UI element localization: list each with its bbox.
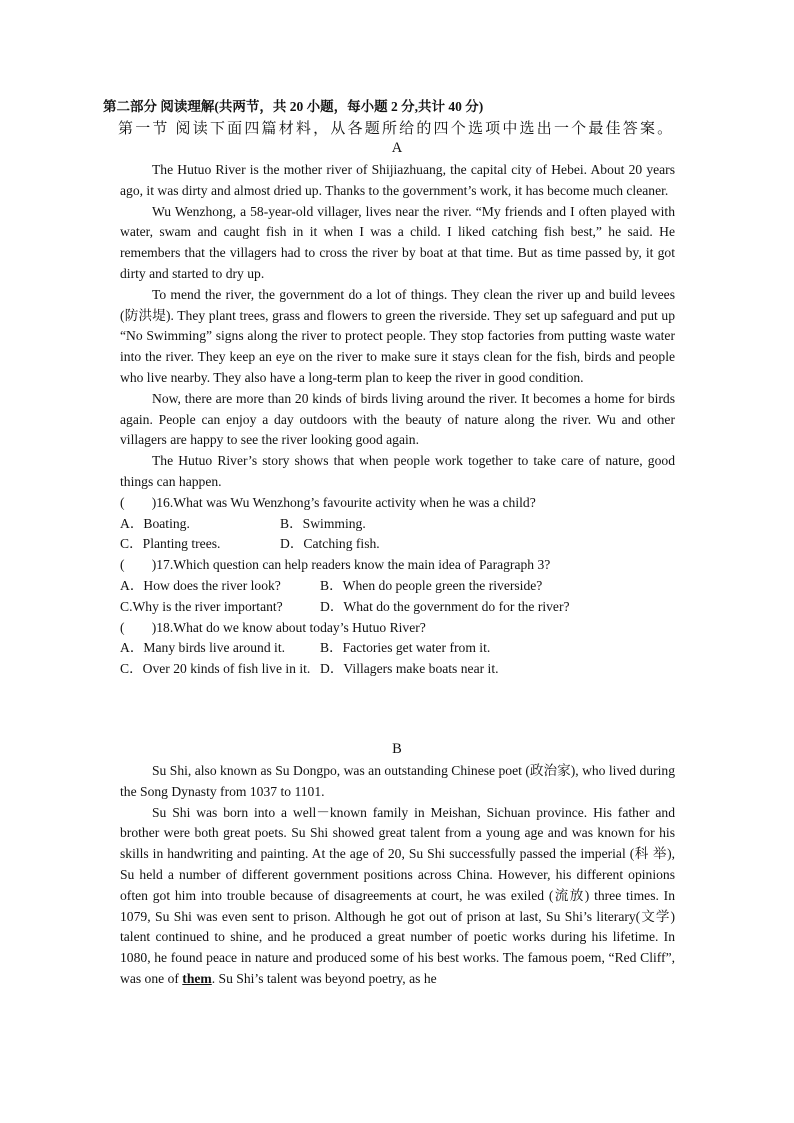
- option-d[interactable]: D．What do the government do for the river?: [320, 598, 570, 614]
- underlined-word: them: [182, 970, 212, 986]
- question-stem: ( )16.What was Wu Wenzhong’s favourite activity when he was a child?: [120, 494, 536, 510]
- option-d[interactable]: D．Villagers make boats near it.: [320, 661, 499, 677]
- option-row: [120, 638, 675, 659]
- option-row: [120, 576, 675, 597]
- option-row: [120, 659, 675, 680]
- passage-b-paragraph: [120, 803, 675, 990]
- question-16: [120, 493, 675, 555]
- passage-b: [120, 761, 675, 990]
- paragraph-text: . Su Shi’s talent was beyond poetry, as he: [211, 970, 437, 986]
- passage-a-letter: A: [391, 140, 403, 156]
- question-18: [120, 618, 675, 680]
- passage-b-paragraph: Su Shi, also known as Su Dongpo, was an outstanding Chinese poet (政治家), who lived during the Song Dynasty from 1037 to 1101.: [120, 763, 675, 799]
- paragraph-text: Su Shi was born into a well－known family in Meishan, Sichuan province. His father and brother were both great poets. Su Shi showed great talent from a young age and was known for his skills in handwriting and painting. At the age of 20, Su Shi successfully passed the imperial (科 举), Su held a number of different government positions across China. However, his different opinions often got him into trouble because of disagreements at court, he was exiled (流放) three times. In 1079, Su Shi was even sent to prison. Although he got out of prison at last, Su Shi’s literary(文学) talent continued to shine, and he produced a great number of poetic works during his lifetime. In 1080, he found peace in nature and produced some of his best works. The famous poem, “Red Cliff”, was one of: [120, 804, 675, 986]
- passage-a-paragraph: The Hutuo River’s story shows that when people work together to take care of nature, good things can happen.: [120, 453, 675, 489]
- option-a[interactable]: A．How does the river look?: [120, 577, 281, 593]
- passage-a-paragraph: Wu Wenzhong, a 58-year-old villager, lives near the river. “My friends and I often played with water, swam and caught fish in it when I was a child. I liked catching fish best,” he said. He remembers that the villagers had to cross the river by boat at that time. But as time passed by, it got dirty and started to dry up.: [120, 203, 675, 281]
- passage-a: [120, 160, 675, 680]
- section-instruction: 第一节 阅读下面四篇材料，从各题所给的四个选项中选出一个最佳答案。: [118, 121, 675, 137]
- option-c[interactable]: C．Planting trees.: [120, 536, 221, 552]
- option-b[interactable]: B．When do people green the riverside?: [320, 577, 543, 593]
- option-row: [120, 597, 675, 618]
- option-b[interactable]: B．Swimming.: [280, 515, 366, 531]
- passage-b-letter: B: [392, 741, 402, 757]
- option-row: [120, 514, 675, 535]
- passage-a-paragraph: The Hutuo River is the mother river of Shijiazhuang, the capital city of Hebei. About 20 years ago, it was dirty and almost dried up. Thanks to the government’s work, it has become much cleaner.: [120, 162, 675, 198]
- option-b[interactable]: B．Factories get water from it.: [320, 640, 491, 656]
- question-17: [120, 555, 675, 617]
- question-stem: ( )17.Which question can help readers know the main idea of Paragraph 3?: [120, 557, 551, 573]
- option-d[interactable]: D．Catching fish.: [280, 536, 380, 552]
- option-c[interactable]: C．Over 20 kinds of fish live in it.: [120, 661, 311, 677]
- option-row: [120, 534, 675, 555]
- question-stem: ( )18.What do we know about today’s Hutuo River?: [120, 619, 426, 635]
- passage-a-paragraph: Now, there are more than 20 kinds of birds living around the river. It becomes a home for birds again. People can enjoy a day outdoors with the beauty of nature along the river. Wu and other villagers are happy to see the river looking good again.: [120, 390, 675, 448]
- option-a[interactable]: A．Boating.: [120, 515, 190, 531]
- passage-a-paragraph: To mend the river, the government do a lot of things. They clean the river up and build levees (防洪堤). They plant trees, grass and flowers to green the riverside. They set up safeguard and put up “No Swimming” signs along the river to protect people. They stop factories from putting waste water into the river. They keep an eye on the river to make sure it stays clean for the fish, birds and people who live nearby. They also have a long-term plan to keep the river in good condition.: [120, 286, 675, 385]
- part-header: 第二部分 阅读理解(共两节，共 20 小题，每小题 2 分,共计 40 分): [103, 99, 484, 114]
- option-a[interactable]: A．Many birds live around it.: [120, 640, 285, 656]
- option-c[interactable]: C.Why is the river important?: [120, 598, 283, 614]
